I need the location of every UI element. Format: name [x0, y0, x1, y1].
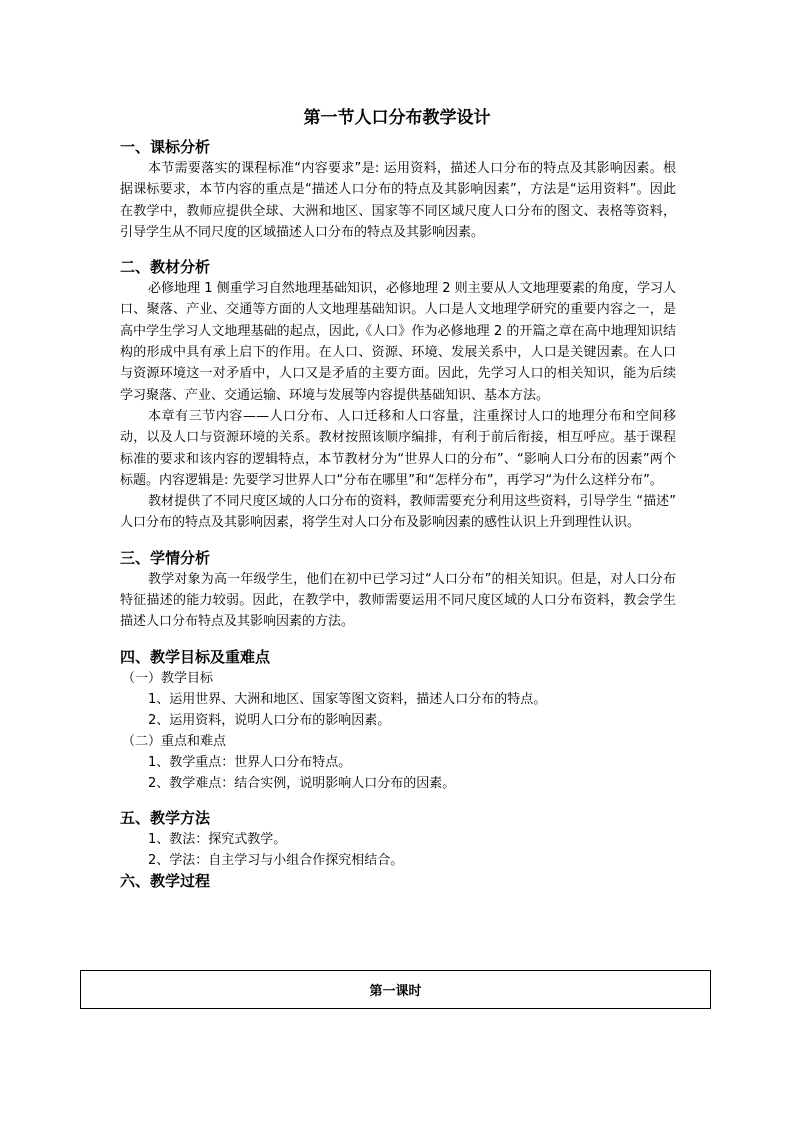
- lesson-table-header: [80, 970, 711, 1009]
- section-heading-students: 三、学情分析: [120, 548, 211, 567]
- paragraph: 必修地理 1 侧重学习自然地理基础知识，必修地理 2 则主要从人文地理要素的角度，学习人口、聚落、产业、交通等方面的人文地理基础知识。人口是人文地理学研究的重要内容之一，是高中学生学习人文地理基础的起点，因此,《人口》作为必修地理 2 的开篇之章在高中地理知识结构的形成中具有承上启下的作用。在人口、资源、环境、发展关系中，人口是关键因素。在人口与资源环境这一对矛盾中，人口又是矛盾的主要方面。因此，先学习人口的相关知识，能为后续学习聚落、产业、交通运输、环境与发展等内容提供基础知识、基本方法。: [120, 281, 676, 403]
- subheading-goals: （一）教学目标: [122, 670, 214, 686]
- subheading-keypoints: （二）重点和难点: [122, 733, 227, 749]
- section-heading-process: 六、教学过程: [120, 871, 211, 890]
- document-title: 第一节人口分布教学设计: [303, 108, 491, 128]
- section-heading-curriculum: 一、课标分析: [120, 138, 211, 156]
- paragraph: 本章有三节内容——人口分布、人口迁移和人口容量，注重探讨人口的地理分布和空间移动，以及人口与资源环境的关系。教材按照该顺序编排，有利于前后衔接，相互呼应。基于课程标准的要求和该内容的逻辑特点，本节教材分为“世界人口的分布”、“影响人口分布的因素”两个标题。内容逻辑是: 先要学习世界人口“分布在哪里”和“怎样分布”，再学习“为什么这样分布”。: [120, 408, 676, 488]
- paragraph: 教学对象为高一年级学生，他们在初中已学习过“人口分布”的相关知识。但是，对人口分布特征描述的能力较弱。因此，在教学中，教师需要运用不同尺度区域的人口分布资料，教会学生描述人口分布特点及其影响因素的方法。: [120, 571, 676, 630]
- section-heading-objectives: 四、教学目标及重难点: [120, 647, 271, 666]
- paragraph: 教材提供了不同尺度区域的人口分布的资料，教师需要充分利用这些资料，引导学生 “描述” 人口分布的特点及其影响因素，将学生对人口分布及影响因素的感性认识上升到理性认识。: [120, 494, 676, 531]
- list-item: 1、运用世界、大洲和地区、国家等图文资料，描述人口分布的特点。: [148, 691, 547, 707]
- list-item: 1、教学重点：世界人口分布特点。: [148, 754, 352, 770]
- section-heading-textbook: 二、教材分析: [120, 258, 211, 277]
- lesson-label: 第一课时: [369, 984, 422, 999]
- list-item: 2、学法：自主学习与小组合作探究相结合。: [148, 852, 404, 868]
- list-item: 1、教法：探究式教学。: [148, 831, 287, 847]
- list-item: 2、运用资料，说明人口分布的影响因素。: [148, 712, 391, 728]
- list-item: 2、教学难点：结合实例，说明影响人口分布的因素。: [148, 775, 456, 791]
- paragraph: 本节需要落实的课程标准“内容要求”是: 运用资料，描述人口分布的特点及其影响因素。根据课标要求，本节内容的重点是“描述人口分布的特点及其影响因素”，方法是“运用资料”。因此在教学中，教师应提供全球、大洲和地区、国家等不同区域尺度人口分布的图文、表格等资料，引导学生从不同尺度的区域描述人口分布的特点及其影响因素。: [120, 161, 676, 240]
- document-body: [120, 137, 676, 892]
- section-heading-methods: 五、教学方法: [120, 808, 211, 827]
